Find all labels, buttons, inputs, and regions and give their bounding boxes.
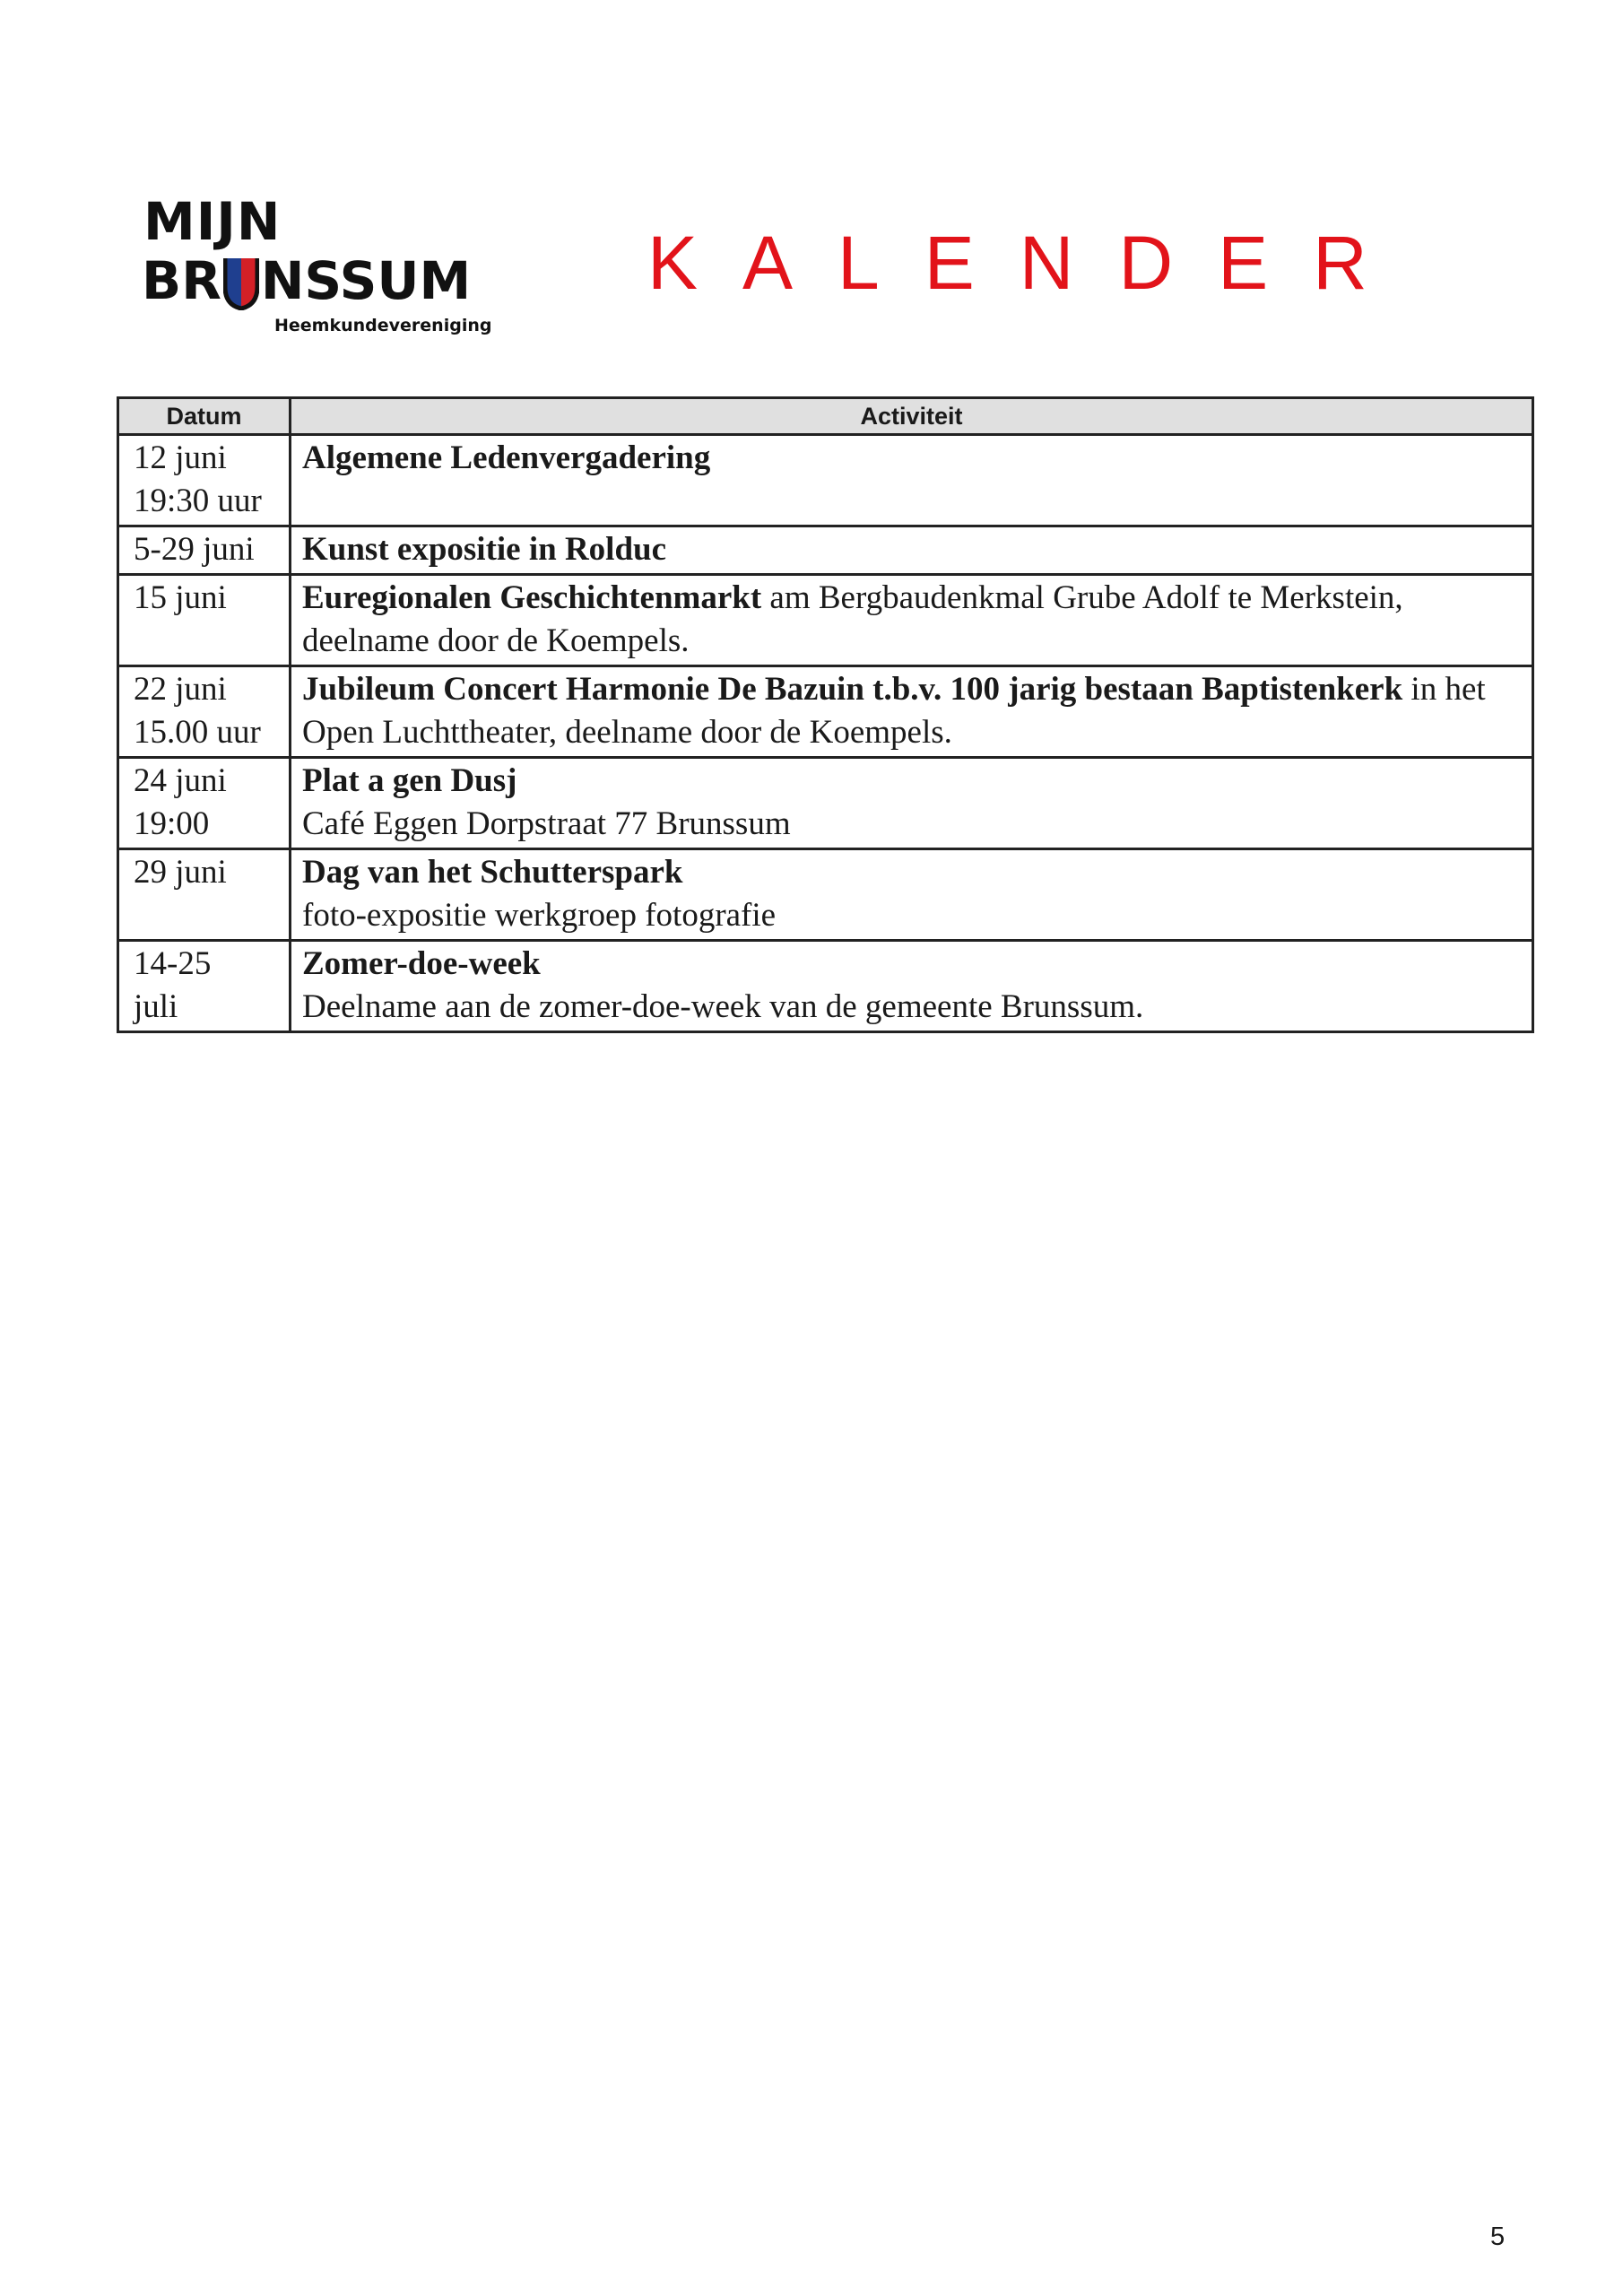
date-line-2: 19:30 uur [134,483,262,519]
table-row [118,435,1533,526]
date-line-1: 15 juni [134,579,227,616]
activity-cell [291,758,1533,849]
date-cell [118,666,291,758]
logo-line-1: MIJN [143,191,282,252]
date-cell [118,849,291,941]
date-line-1: 12 juni [134,439,227,476]
activity-cell [291,941,1533,1032]
activity-title: Plat a gen Dusj [302,762,517,799]
page-number: 5 [1490,2222,1506,2251]
date-line-1: 14-25 [134,945,212,982]
activity-detail: Café Eggen Dorpstraat 77 Brunssum [302,805,791,842]
date-cell [118,758,291,849]
table-row [118,575,1533,666]
date-cell [118,526,291,575]
date-cell [118,575,291,666]
date-line-1: 22 juni [134,671,227,708]
header-activiteit: Activiteit [291,398,1533,435]
activity-detail: foto-expositie werkgroep fotografie [302,897,777,934]
date-line-2: juli [134,988,178,1025]
table-row [118,758,1533,849]
activity-cell [291,575,1533,666]
activity-cell [291,849,1533,941]
calendar-table [117,396,1534,1033]
activity-title: Jubileum Concert Harmonie De Bazuin t.b.v. 100 jarig bestaan Baptistenkerk [302,671,1403,708]
activity-title: Zomer-doe-week [302,945,541,982]
date-line-2: 19:00 [134,805,210,842]
activity-cell [291,666,1533,758]
date-line-1: 5-29 juni [134,531,255,568]
header-datum: Datum [118,398,291,435]
logo-text-part-2: NSSUM [260,250,472,311]
shield-icon [223,255,259,310]
page-title: KALENDER [647,221,1412,305]
table-header-row [118,398,1533,435]
table-row [118,666,1533,758]
date-line-2: 15.00 uur [134,714,261,751]
date-cell [118,435,291,526]
activity-title: Dag van het Schutterspark [302,854,683,891]
logo-line-2 [142,251,471,310]
activity-text: am Bergbaudenkmal Grube Adolf te Merkstein, deelname door de Koempels. [302,579,1403,659]
activity-cell [291,526,1533,575]
logo [142,191,492,339]
logo-text-part-1: BR [142,250,221,311]
table-row [118,849,1533,941]
activity-title: Euregionalen Geschichtenmarkt [302,579,762,616]
activity-title: Kunst expositie in Rolduc [302,531,667,568]
activity-text: in het Open Luchttheater, deelname door de Koempels. [302,671,1486,751]
date-cell [118,941,291,1032]
date-line-1: 29 juni [134,854,227,891]
logo-subtitle: Heemkundevereniging [274,316,492,335]
date-line-1: 24 juni [134,762,227,799]
activity-detail: Deelname aan de zomer-doe-week van de gemeente Brunssum. [302,988,1144,1025]
activity-title: Algemene Ledenvergadering [302,439,711,476]
table-row [118,941,1533,1032]
activity-cell [291,435,1533,526]
table-row [118,526,1533,575]
